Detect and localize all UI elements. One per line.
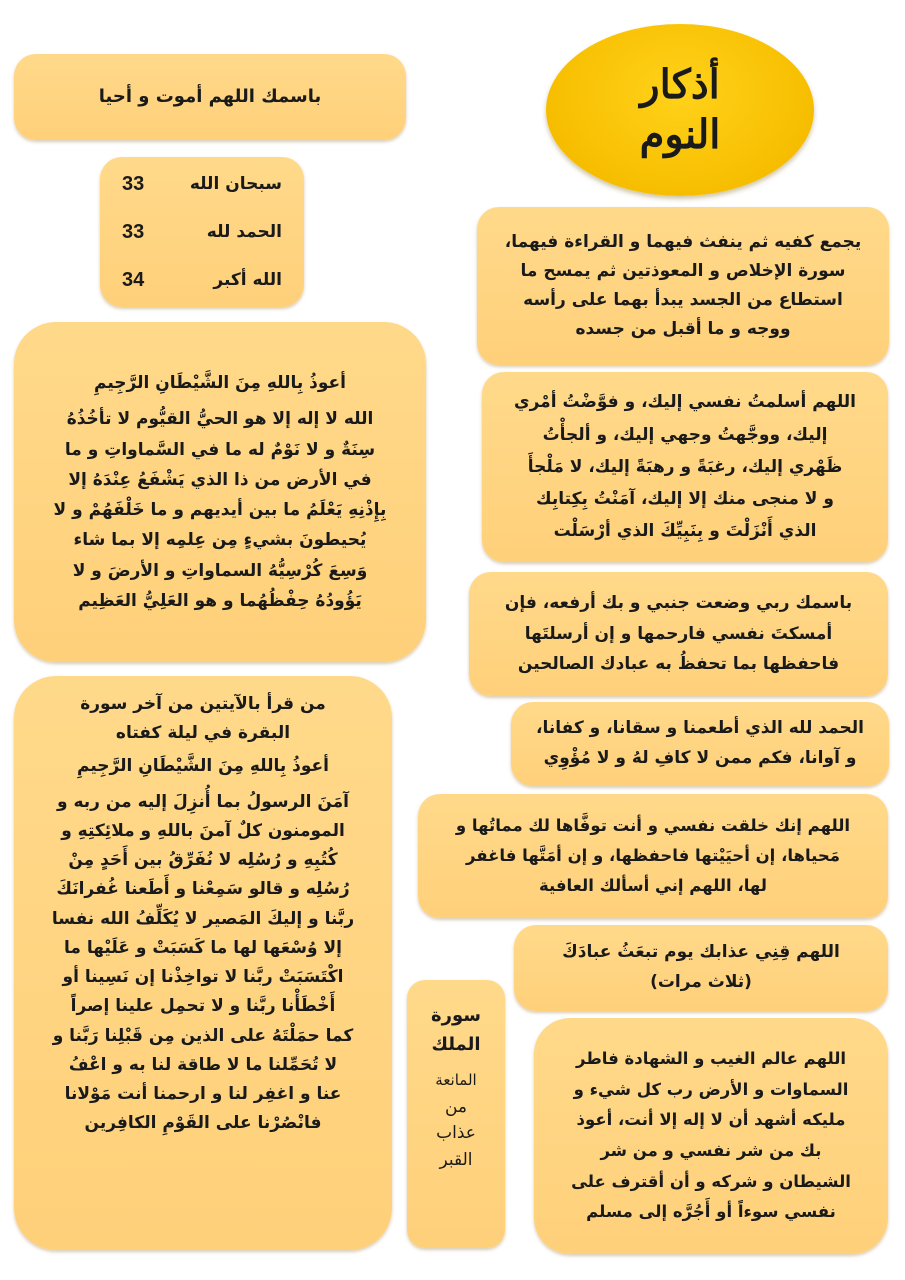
ayat-kursi-line: يَؤُودُهُ حِفْظُهُما و هو العَلِيُّ العَظِيم <box>78 590 362 611</box>
ayat-kursi-line: الله لا إله إلا هو الحيُّ القيُّوم لا تأخُذُهُ <box>66 409 374 430</box>
alim-alghayb-card <box>534 1018 888 1254</box>
title-oval <box>546 24 814 196</box>
nafth-line: استطاع من الجسد يبدأ بهما على رأسه <box>523 290 843 310</box>
mulk-title-line: سورة <box>431 1005 481 1026</box>
baqarah-line: كما حمَلْتَهُ على الذين مِن قَبْلِنا رَبَّنا و <box>52 1025 354 1046</box>
bismika-card <box>14 54 406 140</box>
tasbih-count: 34 <box>122 269 145 291</box>
qini-line: (ثلاث مرات) <box>650 972 752 992</box>
ayat-kursi-line: في الأرض من ذا الذي يَشْفَعُ عِنْدَهُ إلا <box>68 469 372 490</box>
bismika-rabbi-line: أمسكتَ نفسي فارحمها و إن أرسلتَها <box>524 623 833 644</box>
baqarah-intro-line: من قرأ بالآيتين من آخر سورة <box>80 694 326 714</box>
aslamtu-card <box>482 372 888 562</box>
aslamtu-line: اللهم أسلمتُ نفسي إليك، و فوَّضْتُ أمْري <box>514 392 856 413</box>
aslamtu-line: الذي أَنْزَلْتَ و بِنَبِيِّكَ الذي أرْسَلْت <box>553 521 817 542</box>
alim-alghayb-line: الشيطان و شركه و أن أقترف على <box>571 1171 851 1191</box>
baqarah-line: المومنون كلٌ آمنَ باللهِ و ملائِكتِهِ و <box>61 820 345 841</box>
baqarah-line: عنا و اغفِر لنا و ارحمنا أنت مَوْلانا <box>64 1084 342 1105</box>
alim-alghayb-line: مليكه أشهد أن لا إله إلا أنت، أعوذ <box>576 1110 846 1130</box>
mulk-sub: المانعة <box>435 1070 477 1089</box>
bismika-text: باسمك اللهم أموت و أحيا <box>98 86 322 108</box>
baqarah-line: لا تُحَمِّلنا ما لا طاقة لنا به و اعْفُ <box>68 1054 338 1075</box>
nafth-line: يجمع كفيه ثم ينفث فيهما و القراءة فيهما، <box>504 231 862 252</box>
mulk-sub-line: من <box>444 1097 468 1118</box>
khalaqta-line: اللهم إنك خلقت نفسي و أنت توفَّاها لك مماتُها و <box>455 816 851 836</box>
baqarah-card <box>14 676 392 1250</box>
baqarah-intro-line: البقرة في ليلة كفتاه <box>115 723 291 744</box>
tasbih-text: الحمد لله <box>206 221 282 242</box>
qini-card <box>514 925 888 1011</box>
baqarah-heading: أعوذُ بِاللهِ مِنَ الشَّيْطَانِ الرَّجِيمِ <box>77 756 329 777</box>
tasbih-card <box>100 157 304 307</box>
alhamdulillah-line: الحمد لله الذي أطعمنا و سقانا، و كفانا، <box>536 718 864 739</box>
baqarah-line: أَخْطَأْنا ربَّنا و لا تحمِل علينا إصراً <box>70 996 336 1017</box>
alim-alghayb-line: بك من شر نفسي و من شر <box>600 1141 822 1160</box>
baqarah-line: كُتُبِهِ و رُسُلِه لا نُفَرِّقُ بين أَحَدٍ مِنْ <box>68 850 338 871</box>
alim-alghayb-line: نفسي سوءاً أو أَجُرَّه إلى مسلم <box>586 1202 836 1222</box>
ayat-kursi-heading: أعوذُ بِاللهِ مِنَ الشَّيْطَانِ الرَّجِيمِ <box>94 373 346 393</box>
title-line-2: النوم <box>639 111 721 158</box>
ayat-kursi-line: وَسِعَ كُرْسِيُّهُ السماواتِ و الأرضَ و لا <box>72 560 368 581</box>
baqarah-line: رُسُلِه و قالو سَمِعْنا و أَطَعنا غُفرانَكَ <box>56 879 350 900</box>
nafth-line: ووجه و ما أقبل من جسده <box>575 319 791 340</box>
bismika-rabbi-card <box>469 572 888 696</box>
khalaqta-line: لها، اللهم إني أسألك العافية <box>538 875 768 895</box>
tasbih-text: الله أكبر <box>213 269 282 290</box>
qini-line: اللهم قِنِي عذابك يوم تبعَثُ عبادَكَ <box>562 942 840 963</box>
ayat-kursi-line: بِإِذْنِهِ يَعْلَمُ ما بين أيديهم و ما خَلْفَهُمْ و لا <box>53 500 387 520</box>
bismika-rabbi-line: فاحفظها بما تحفظُ به عبادك الصالحين <box>517 654 840 675</box>
baqarah-line: فانْصُرْنا على القَوْمِ الكافِرين <box>84 1113 322 1134</box>
aslamtu-line: ظَهْري إليك، رغبَةً و رهبَةً إليك، لا مَلْجأَ <box>527 456 843 477</box>
baqarah-line: ربَّنا و إليكَ المَصير لا يُكَلِّفُ الله نفسا <box>51 908 355 929</box>
ayat-kursi-card <box>14 322 426 662</box>
aslamtu-line: و لا منجى منك إلا إليك، آمَنْتُ بِكِتابِك <box>536 489 834 510</box>
aslamtu-line: إليك، ووجَّهتُ وجهي إليك، و ألجأْتُ <box>542 424 828 445</box>
tasbih-row <box>122 256 282 304</box>
tasbih-row <box>122 208 282 256</box>
mulk-sub-line: عذاب <box>436 1123 476 1144</box>
tasbih-count: 33 <box>122 221 145 243</box>
tasbih-count: 33 <box>122 173 145 195</box>
alim-alghayb-line: السماوات و الأرض رب كل شيء و <box>573 1079 849 1099</box>
khalaqta-card <box>418 794 888 918</box>
baqarah-line: إلا وُسْعَها لها ما كَسَبَتْ و عَلَيْها ما <box>64 937 342 958</box>
nafth-card <box>477 207 889 365</box>
tasbih-text: سبحان الله <box>189 173 282 194</box>
bismika-rabbi-line: باسمك ربي وضعت جنبي و بك أرفعه، فإن <box>504 593 853 614</box>
mulk-card <box>407 980 505 1248</box>
alhamdulillah-card <box>511 702 889 786</box>
ayat-kursi-line: يُحيطونَ بشيءٍ مِن عِلمِه إلا بما شاء <box>73 530 367 551</box>
title-line-1: أذكار <box>640 61 720 108</box>
ayat-kursi-line: سِنَةٌ و لا نَوْمٌ له ما في السَّماواتِ و ما <box>64 439 376 460</box>
mulk-title-line: الملك <box>431 1033 481 1055</box>
baqarah-line: آمَنَ الرسولُ بما أُنزِلَ إليه من ربه و <box>56 791 350 812</box>
tasbih-row <box>122 160 282 208</box>
alim-alghayb-line: اللهم عالم الغيب و الشهادة فاطر <box>575 1049 847 1069</box>
mulk-sub-line: القبر <box>439 1149 473 1170</box>
alhamdulillah-line: و آوانا، فكم ممن لا كافِ لهُ و لا مُؤْوِي <box>543 748 857 768</box>
khalaqta-line: مَحياها، إن أحيَيْتها فاحفظها، و إن أمَتَّها فاغفر <box>465 846 841 866</box>
nafth-line: سورة الإخلاص و المعوذتين ثم يمسح ما <box>520 260 846 281</box>
baqarah-line: اكْتَسَبَتْ ربَّنا لا تواخِذْنا إن نَسِينا أو <box>62 967 344 988</box>
